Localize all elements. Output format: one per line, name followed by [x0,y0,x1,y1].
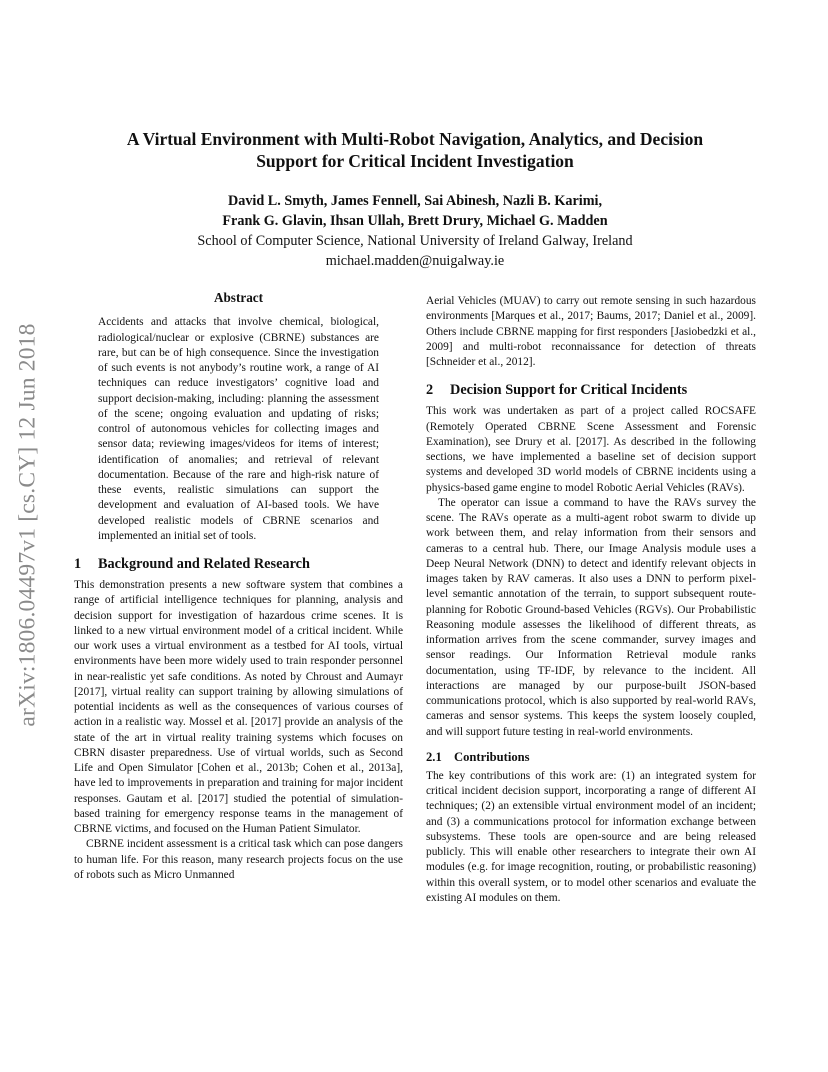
paper-title [74,128,756,172]
title-line-2: Support for Critical Incident Investigation [256,151,574,171]
section-2-number: 2 [426,382,434,399]
section-2-heading [426,382,756,399]
subsection-2-1-number: 2.1 [426,749,442,764]
subsection-2-1-title: Contributions [454,749,530,764]
abstract-text: Accidents and attacks that involve chemical, biological, radiological/nuclear or explosive (CBRNE) substances are rare, but can be of high consequence. Since the investigation of such events is not anybody’s routine work, a range of AI techniques can reduce investigators’ cognitive load and support decision-making, including: planning the assessment of the scene; ongoing evaluation and updating of risks; control of autonomous vehicles for collecting images and sensor data; reviewing images/videos for items of interest; identification of anomalies; and retrieval of relevant documentation. Because of the rare and high-risk nature of these events, realistic simulations can support the development and evaluation of AI-based tools. We have developed realistic models of CBRNE scenarios and implemented an initial set of tools. [98,316,379,542]
section-2-paragraph-1: This work was undertaken as part of a project called ROCSAFE (Remotely Operated CBRNE Scene Assessment and Forensic Examination), see Drury et al. [2017]. As described in the following sections, we have implemented a baseline set of decision support systems and developed 3D world models of CBRNE incidents using a physics-based game engine to model Robotic Aerial Vehicles (RAVs). [426,405,756,494]
authors-line-1: David L. Smyth, James Fennell, Sai Abinesh, Nazli B. Karimi, [227,193,603,209]
subsection-2-1-paragraph: The key contributions of this work are: (1) an integrated system for critical incident decision support, incorporating a range of different AI techniques; (2) an extensible virtual environment model of an incident; and (3) a communications protocol for information exchange between subsystems. These tools are open-source and are being released publicly. This will enable other researchers to integrate their own AI modules (e.g. for image recognition, routing, or probabilistic reasoning) within this overall system, or to model other scenarios and evaluate the existing AI modules on them. [426,769,756,904]
subsection-2-1-heading [426,750,756,765]
left-column [74,290,403,883]
affiliation: School of Computer Science, National University of Ireland Galway, Ireland [197,233,633,249]
contact-email: michael.madden@nuigalway.ie [325,253,505,269]
authors-line-2: Frank G. Glavin, Ihsan Ullah, Brett Drury, Michael G. Madden [222,213,608,229]
section-1-title: Background and Related Research [98,556,310,572]
section-1-heading [74,556,403,573]
abstract-heading: Abstract [213,290,264,305]
section-1-paragraph-1: This demonstration presents a new software system that combines a range of artificial intelligence techniques for planning, analysis and decision support for investigation of hazardous crime scenes. It is linked to a new virtual environment model of a critical incident. While our work uses a virtual environment as a testbed for AI tools, virtual environments have been more widely used to train responder personnel in near-realistic yet safe conditions. As noted by Chroust and Aumayr [2017], virtual reality can support training by allowing simulations of potential incidents as well as the consequences of various courses of action in a realistic way. Mossel et al. [2017] provide an analysis of the state of the art in virtual reality training systems which focuses on CBRN disaster preparedness. Use of virtual worlds, such as Second Life and Open Simulator [Cohen et al., 2013b; Cohen et al., 2013a], have led to improvements in preparation and training for major incident responses. Gautam et al. [2017] studied the potential of simulation-based training for emergency response teams in the management of CBRNE victims, and focused on the Human Patient Simulator. [74,579,403,835]
section-2-title: Decision Support for Critical Incidents [450,382,688,399]
section-1-paragraph-2: CBRNE incident assessment is a critical task which can pose dangers to human life. For this reason, many research projects focus on the use of robots such as Micro Unmanned [74,838,403,881]
paper-header [74,128,756,271]
arxiv-stamp: arXiv:1806.04497v1 [cs.CY] 12 Jun 2018 [14,323,41,727]
section-1-number: 1 [74,556,82,572]
right-column [426,294,756,906]
section-1-continuation: Aerial Vehicles (MUAV) to carry out remote sensing in such hazardous environments [Marques et al., 2017; Baums, 2017; Daniel et al., 2009]. Others include CBRNE mapping for first responders [Jasiobedzki et al., 2009] and multi-robot reconnaissance for detection of threats [Schneider et al., 2012]. [426,295,756,368]
title-line-1: A Virtual Environment with Multi-Robot Navigation, Analytics, and Decision [126,129,704,149]
author-list [74,191,756,231]
arxiv-sidebar [8,290,48,760]
section-2-paragraph-2: The operator can issue a command to have the RAVs survey the scene. The RAVs operate as a multi-agent robot swarm to divide up work between them, and relay information from their sensors and cameras to a central hub. There, our Image Analysis module uses a Deep Neural Network (DNN) to detect and identify relevant objects in images taken by RAV cameras. It also uses a DNN to perform pixel-level semantic annotation of the terrain, to support subsequent route-planning for Robotic Ground-based Vehicles (RGVs). Our Probabilistic Reasoning module assesses the likelihood of different threats, as information arrives from the scene commander, survey images and sensor readings. Our Information Retrieval module ranks documentation, using TF-IDF, by relevance to the incident. All interactions are managed by our purpose-built JSON-based communications protocol, which is also supported by real-world RAVs, cameras and sensor systems. This keeps the system loosely coupled, and will support future testing in real-world environments. [426,496,756,738]
